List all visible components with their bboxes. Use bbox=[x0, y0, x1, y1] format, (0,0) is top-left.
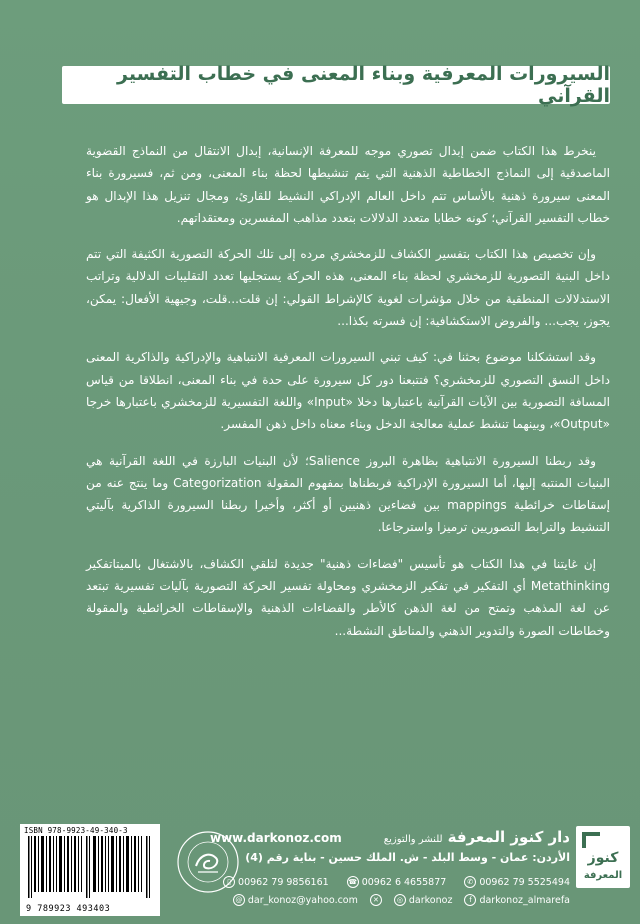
paragraph-5: إن غايتنا في هذا الكتاب هو تأسيس "فضاءات ذهنية" جديدة لتلقي الكشاف، بالاشتغال بالميتاتفكير Metathinking أي التفكير في تفكير الزمخشري ومحاولة تفسير الحركة التصورية بآليات تفسيرية تبتعد عن لغة المذهب وتمتح من لغة الذهن كالأطر والفضاءات الذهنية والإسقاطات الخرائطية والمقولة وخطاطات الصورة والتدوير الذهني والمناطق النشطة... bbox=[86, 556, 610, 638]
isbn-label: ISBN 978-9923-49-340-3 bbox=[24, 826, 128, 835]
paragraph-2: وإن تخصيص هذا الكتاب بتفسير الكشاف للزمخشري مرده إلى تلك الحركة التصورية الكثيفة التي تتم داخل البنية التصورية للزمخشري لحظة بناء المعنى، هذه الحركة يستجليها تعدد التقليبات الدلالية وتراتب الاستدلالات المنطقية من خلال مؤشرات لغوية كالإشراط القولي: إن قلت...قلت، وجيهية الأفعال: يمكن، يجوز، يجب... والفروض الاستكشافية: إن فسرته بكذا... bbox=[86, 247, 610, 329]
phone-landline: ☎ 00962 6 4655877 bbox=[348, 876, 447, 888]
phone-icon: ☎ bbox=[348, 878, 358, 886]
instagram-icon: ◎ bbox=[394, 894, 406, 906]
social-instagram[interactable]: ◎ darkonoz bbox=[394, 894, 453, 906]
publisher-logo bbox=[576, 826, 630, 888]
publisher-name: دار كنوز المعرفة bbox=[447, 828, 570, 846]
publisher-address: الأردن: عمان - وسط البلد - ش. الملك حسين - بناية رقم (4) bbox=[245, 851, 570, 864]
paragraph-1: ينخرط هذا الكتاب ضمن إبدال تصوري موجه للمعرفة الإنسانية، إبدال الانتقال من النماذج القضوية الماصدقية إلى النماذج الخطاطية الذهنية التي يتم تنشيطها لحظة بناء المعنى، ومن ثم، فسيرورة بناء المعنى سيرورة ذهنية بالأساس تتم داخل العالم الإدراكي النشيط للقارئ، ومجال تنزيل هذا الإبدال هو خطاب التفسير القرآني؛ كونه خطابا متعدد الدلالات بتعدد مذاهب المفسرين ومعتقداتهم. bbox=[86, 144, 610, 225]
fax-icon: ✆ bbox=[464, 876, 476, 888]
phone-fax: ✆ 00962 79 5525494 bbox=[464, 876, 570, 888]
title-banner bbox=[62, 63, 610, 107]
isbn-barcode bbox=[20, 824, 160, 916]
facebook-icon: f bbox=[464, 894, 476, 906]
mobile-icon: ▯ bbox=[223, 876, 235, 888]
phone-mobile: ▯ 00962 79 9856161 bbox=[223, 876, 329, 888]
paragraph-3: وقد استشكلنا موضوع بحثنا في: كيف تبني السيرورات المعرفية الانتباهية والإدراكية والذاكرية المعنى داخل النسق التصوري للزمخشري؟ فتتبعنا دور كل سيرورة على حدة في بناء المعنى، انطلاقا من قياس المسافة التصورية بين الآيات القرآنية باعتبارها دخلا «Input» واللغة التفسيرية للزمخشري باعتبارها خرجا «Output»، وبينهما تنشط عملية معالجة الدخل وبناء معناه داخل ذهن المفسر. bbox=[86, 350, 611, 432]
logo-word-bottom: المعرفة bbox=[583, 870, 623, 881]
email-icon: @ bbox=[233, 894, 245, 906]
barcode-bars bbox=[28, 836, 152, 898]
publisher-website[interactable]: www.darkonoz.com bbox=[210, 831, 342, 845]
social-email[interactable]: @ dar_konoz@yahoo.com bbox=[233, 894, 358, 906]
phone-list bbox=[210, 874, 570, 890]
logo-word-top: كنوز bbox=[587, 850, 619, 866]
isbn-digits: 9 789923 493403 bbox=[26, 904, 111, 914]
publisher-subtitle: للنشر والتوزيع bbox=[383, 834, 443, 845]
social-facebook[interactable]: f darkonoz_almarefa bbox=[464, 894, 570, 906]
description-text bbox=[86, 140, 610, 656]
paragraph-4: وقد ربطنا السيرورة الانتباهية بظاهرة البروز Salience؛ لأن البنيات البارزة في اللغة القرآنية هي البنيات المنتبه إليها، أما السيرورة الإدراكية فربطناها بمفهوم المقولة Categorization وما ينتج عنه من إسقاطات خرائطية mappings بين فضاءين ذهنيين أو أكثر، وأخيرا ربطنا السيرورة الذاكرية بآليتي التنشيط والترابط التصوريين ترميزا واسترجاعا. bbox=[86, 453, 611, 535]
social-list bbox=[210, 894, 570, 906]
social-x[interactable] bbox=[370, 894, 382, 906]
x-icon: ✕ bbox=[370, 894, 382, 906]
book-title: السيرورات المعرفية وبناء المعنى في خطاب التفسير القرآني bbox=[117, 63, 610, 107]
publisher-info bbox=[210, 827, 570, 906]
